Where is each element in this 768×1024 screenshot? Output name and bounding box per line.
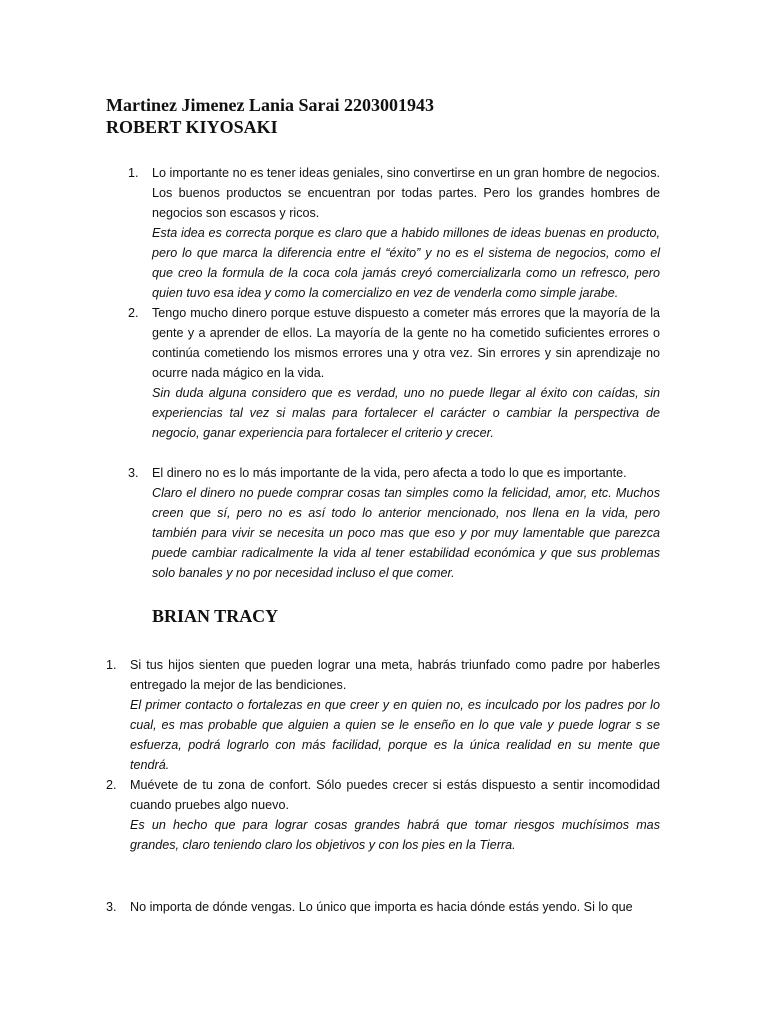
list-item	[128, 303, 660, 443]
item-quote: El dinero no es lo más importante de la vida, pero afecta a todo lo que es importante.	[152, 466, 627, 480]
item-quote: Muévete de tu zona de confort. Sólo puedes crecer si estás dispuesto a sentir incomodidad cuando pruebes algo nuevo.	[130, 778, 660, 812]
item-quote: No importa de dónde vengas. Lo único que importa es hacia dónde estás yendo. Si lo que	[130, 900, 633, 914]
item-quote: Lo importante no es tener ideas geniales, sino convertirse en un gran hombre de negocios. Los buenos productos se encuentran por todas partes. Pero los grandes hombres de negocios son escasos y ricos.	[152, 166, 660, 220]
item-number: 1.	[128, 166, 139, 180]
item-quote: Si tus hijos sienten que pueden lograr una meta, habrás triunfado como padre por haberles entregado la mejor de las bendiciones.	[130, 658, 660, 692]
section-title-tracy: BRIAN TRACY	[152, 606, 279, 626]
item-number: 3.	[128, 466, 139, 480]
item-comment: Esta idea es correcta porque es claro que a habido millones de ideas buenas en producto, pero lo que marca la diferencia entre el “éxito” y no es el sistema de negocios, como el que creo la formula de la coca cola jamás creyó comercializarla como un refresco, pero quien tuvo esa idea y como la comercializo en vez de venderla como simple jarabe.	[152, 226, 660, 300]
item-quote: Tengo mucho dinero porque estuve dispuesto a cometer más errores que la mayoría de la gente y a aprender de ellos. La mayoría de la gente no ha cometido suficientes errores o continúa cometiendo los mismos errores una y otra vez. Sin errores y sin aprendizaje no ocurre nada mágico en la vida.	[152, 306, 660, 380]
list-item	[128, 463, 660, 583]
item-number: 1.	[106, 658, 117, 672]
section-title-kiyosaki: ROBERT KIYOSAKI	[106, 117, 278, 137]
item-comment: Sin duda alguna considero que es verdad, uno no puede llegar al éxito con caídas, sin experiencias tal vez si malas para fortalecer el carácter o cambiar la perspectiva de negocio, ganar experiencia para fortalecer el criterio y crecer.	[152, 386, 660, 440]
list-item	[106, 897, 660, 917]
item-number: 3.	[106, 900, 117, 914]
item-number: 2.	[106, 778, 117, 792]
list-item	[128, 163, 660, 303]
list-item	[106, 655, 660, 775]
item-comment: Es un hecho que para lograr cosas grandes habrá que tomar riesgos muchísimos mas grandes, claro teniendo claro los objetivos y con los pies en la Tierra.	[130, 818, 660, 852]
item-number: 2.	[128, 306, 139, 320]
item-comment: Claro el dinero no puede comprar cosas tan simples como la felicidad, amor, etc. Muchos creen que sí, pero no es así todo lo anterior mencionado, nos llena en la vida, pero también para vivir se necesita un poco mas que eso y por muy lamentable que parezca puede cambiar radicalmente la vida al tener estabilidad económica y que sus problemas solo banales y no por necesidad incluso el que comer.	[152, 486, 660, 580]
author-line: Martinez Jimenez Lania Sarai 2203001943	[106, 95, 434, 115]
list-item	[106, 775, 660, 855]
item-comment: El primer contacto o fortalezas en que creer y en quien no, es inculcado por los padres por lo cual, es mas probable que alguien a quien se le enseño en lo que vale y puede lograr s se esfuerza, podrá lograrlo con más facilidad, porque es la única realidad en su mente que tendrá.	[130, 698, 660, 772]
